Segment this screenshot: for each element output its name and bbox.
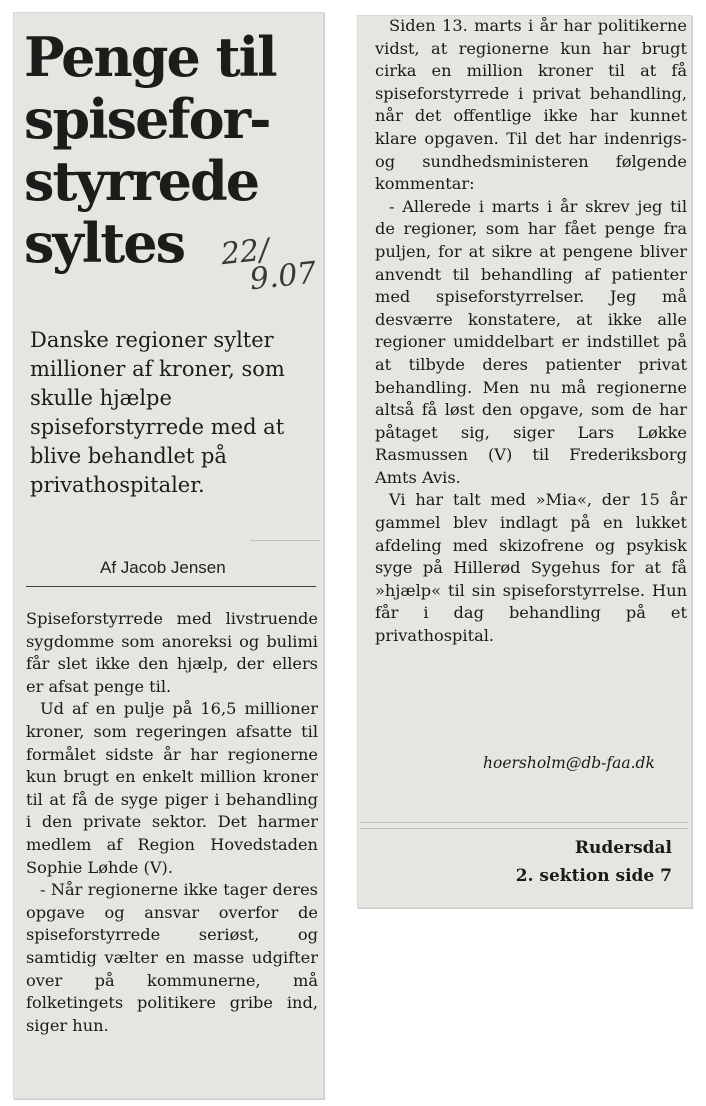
show-through-line bbox=[250, 540, 320, 541]
body-paragraph: Spiseforstyrrede med livstruende sygdomme som anoreksi og bulimi får slet ikke den hjælp, der ellers er afsat penge til. bbox=[26, 609, 318, 696]
headline-line: spisefor- bbox=[24, 87, 270, 151]
article-body-left bbox=[26, 608, 318, 1037]
headline bbox=[24, 26, 324, 274]
handwritten-date-day: 22/ bbox=[219, 232, 271, 273]
section-page: 2. sektion side 7 bbox=[515, 866, 672, 886]
show-through-line bbox=[360, 828, 688, 829]
lead-paragraph: Danske regioner sylter millioner af kroner, som skulle hjælpe spiseforstyrrede med at blive behandlet på privathospitaler. bbox=[30, 328, 285, 497]
article-body-right bbox=[375, 15, 687, 648]
show-through-line bbox=[360, 822, 688, 823]
body-paragraph: - Allerede i marts i år skrev jeg til de regioner, som har fået penge fra puljen, for at sikre at pengene bliver anvendt til behandling af patienter med spiseforstyrrelser. Jeg må desværre konstatere, at ikke alle regioner umiddelbart er indstillet på at tilbyde deres patienter privat behandling. Men nu må regionerne altså få løst den opgave, som de har påtaget sig, siger Lars Løkke Rasmussen (V) til Frederiksborg Amts Avis. bbox=[375, 196, 687, 487]
body-paragraph: Ud af en pulje på 16,5 millioner kroner, som regeringen afsatte til formålet sidste år har regionerne kun brugt en enkelt million kroner til at få de syge piger i behandling i den private sektor. Det harmer medlem af Region Hovedstaden Sophie Løhde (V). bbox=[26, 699, 318, 877]
byline: Af Jacob Jensen bbox=[100, 558, 226, 577]
body-paragraph: Siden 13. marts i år har politikerne vidst, at regionerne kun har brugt cirka en million kroner til at få spiseforstyrrede i privat behandling, når det offentlige ikke har kunnet klare opgaven. Til det har indenrigs- og sundhedsministeren følgende kommentar: bbox=[375, 16, 687, 194]
headline-line: Penge til bbox=[24, 25, 276, 89]
byline-divider bbox=[26, 586, 316, 587]
headline-line: styrrede bbox=[24, 149, 259, 213]
body-paragraph: Vi har talt med »Mia«, der 15 år gammel blev indlagt på en lukket afdeling med skizofrene og psykisk syge på Hillerød Sygehus for at få »hjælp« til sin spiseforstyrrelse. Hun får i dag behandling på et privathospital. bbox=[375, 490, 687, 646]
headline-line: syltes bbox=[24, 211, 184, 275]
body-paragraph: - Når regionerne ikke tager deres opgave og ansvar overfor de spiseforstyrrede seriøst, og samtidig vælter en masse udgifter over på kommunerne, må folketingets politikere gribe ind, siger hun. bbox=[26, 880, 318, 1035]
author-email: hoersholm@db-faa.dk bbox=[483, 754, 655, 772]
handwritten-date-month-year: 9.07 bbox=[248, 255, 319, 298]
section-name: Rudersdal bbox=[574, 838, 672, 858]
